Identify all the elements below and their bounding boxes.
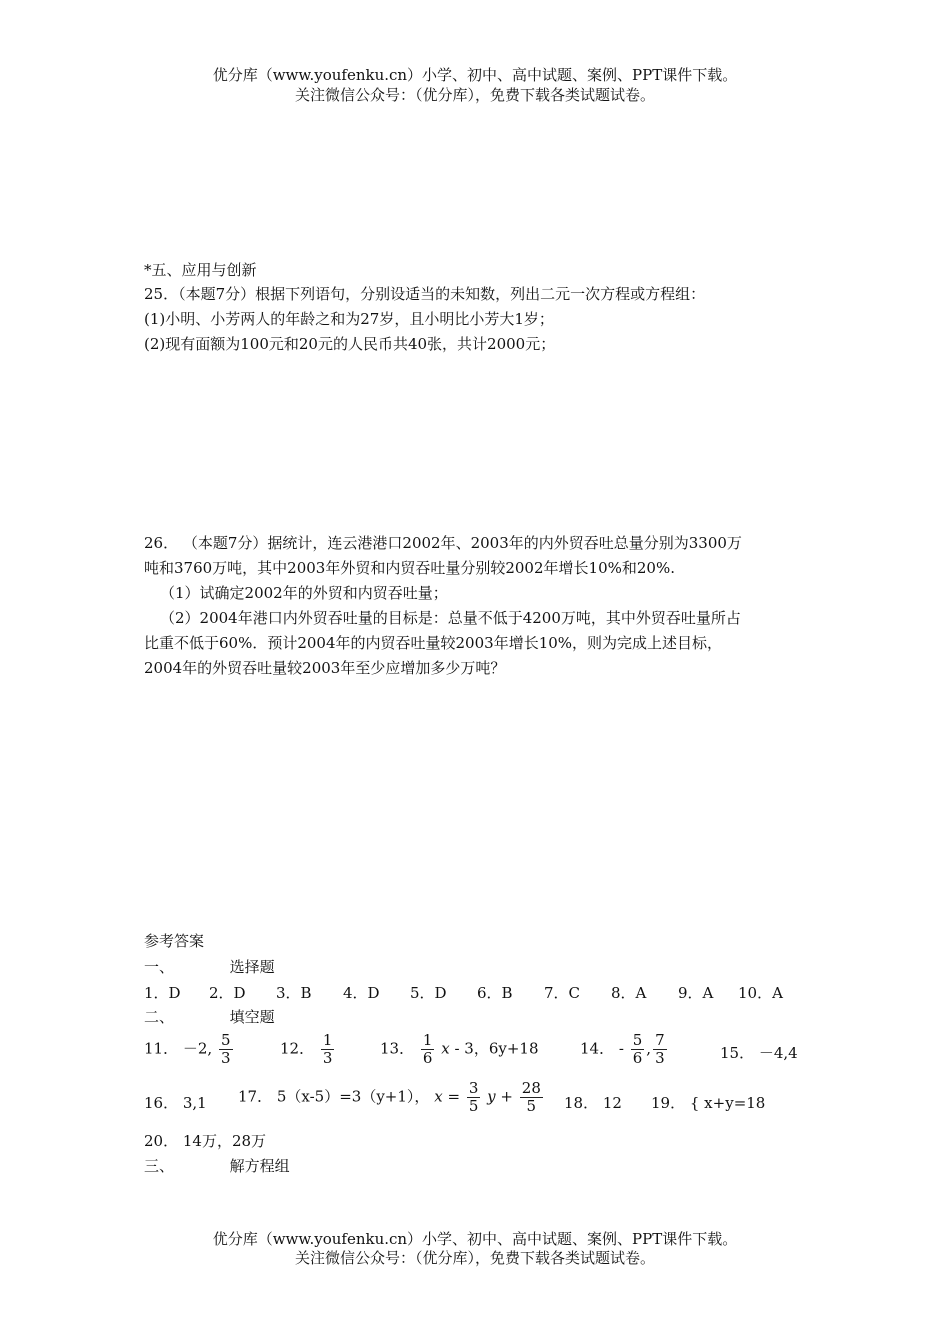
fraction <box>421 1032 435 1067</box>
answer-label: 19． <box>651 1094 686 1112</box>
denominator: 6 <box>632 1049 643 1067</box>
answer-11 <box>144 1032 235 1067</box>
q25-part-2: (2)现有面额为100元和20元的人民币共40张，共计2000元； <box>144 335 556 353</box>
answer-17 <box>238 1080 545 1115</box>
section-1-heading <box>144 956 275 977</box>
fraction <box>219 1032 233 1067</box>
section-2-heading <box>144 1006 275 1027</box>
section-3-heading <box>144 1155 290 1176</box>
header-line-1: 优分库（www.youfenku.cn）小学、初中、高中试题、案例、PPT课件下载。 <box>212 66 738 84</box>
q25-stem: 25．（本题7分）根据下列语句，分别设适当的未知数，列出二元一次方程或方程组： <box>144 285 706 303</box>
answer-label: 14． <box>580 1039 615 1058</box>
q26-line-2: 吨和3760万吨，其中2003年外贸和内贸吞吐量分别较2002年增长10%和20%. <box>144 559 675 577</box>
answer-18 <box>564 1092 622 1113</box>
choice-answer: 9．A <box>678 984 714 1002</box>
variable: x <box>441 1039 450 1058</box>
choice-answer: 7．C <box>544 984 581 1002</box>
numerator: 7 <box>655 1031 665 1049</box>
q26-line-1: 26． （本题7分）据统计，连云港港口2002年、2003年的内外贸吞吐总量分别为3300万 <box>144 534 742 552</box>
choice-answer: 5．D <box>410 984 447 1002</box>
denominator: 6 <box>422 1049 433 1067</box>
answer-20 <box>144 1130 266 1151</box>
denominator: 3 <box>322 1049 333 1067</box>
choice-answer: 10．A <box>738 984 783 1002</box>
choice-answer: 1．D <box>144 984 181 1002</box>
denominator: 3 <box>220 1049 231 1067</box>
numerator: 3 <box>468 1079 479 1097</box>
answer-sign: - <box>618 1039 624 1058</box>
choice-answer: 3．B <box>276 984 312 1002</box>
answer-label: 20． <box>144 1132 179 1150</box>
answer-text: －4,4 <box>758 1044 798 1062</box>
header-line-2: 关注微信公众号：（优分库），免费下载各类试题试卷。 <box>294 86 655 104</box>
q26-line-5: 比重不低于60%．预计2004年的内贸吞吐量较2003年增长10%，则为完成上述目标， <box>144 634 723 652</box>
answer-text: 5（x-5）=3（y+1）， <box>276 1087 430 1106</box>
fraction <box>631 1032 645 1067</box>
q26-part-1: （1）试确定2002年的外贸和内贸吞吐量； <box>160 584 448 602</box>
choice-answer: 4．D <box>343 984 380 1002</box>
answer-text: 12 <box>602 1094 622 1112</box>
choice-answer: 2．D <box>209 984 246 1002</box>
choice-answer: 6．B <box>477 984 513 1002</box>
answer-16 <box>144 1092 207 1113</box>
answer-text: 14万，28万 <box>182 1132 267 1150</box>
answer-text: { x+y=18 <box>689 1094 766 1112</box>
numerator: 5 <box>632 1031 643 1049</box>
answer-19 <box>651 1092 806 1113</box>
section-1-name: 选择题 <box>229 958 275 976</box>
answer-label: 15． <box>720 1044 755 1062</box>
answer-text: －2, <box>182 1039 213 1058</box>
denominator: 5 <box>468 1097 479 1115</box>
section-3-number: 三、 <box>144 1157 175 1175</box>
numerator: 1 <box>422 1031 433 1049</box>
fraction <box>467 1080 481 1115</box>
answer-13 <box>380 1032 539 1067</box>
footer-line-1: 优分库（www.youfenku.cn）小学、初中、高中试题、案例、PPT课件下载。 <box>212 1230 738 1248</box>
equals-sign: = <box>447 1087 461 1106</box>
answer-15 <box>720 1042 798 1063</box>
choice-answer: 8．A <box>611 984 647 1002</box>
denominator: 5 <box>526 1097 537 1115</box>
variable: x <box>434 1087 443 1106</box>
answer-12 <box>280 1032 336 1067</box>
section-2-number: 二、 <box>144 1008 175 1026</box>
answer-14 <box>580 1032 669 1067</box>
fraction <box>321 1032 335 1067</box>
q26-line-6: 2004年的外贸吞吐量较2003年至少应增加多少万吨？ <box>144 659 506 677</box>
q26-part-2: （2）2004年港口内外贸吞吐量的目标是：总量不低于4200万吨，其中外贸吞吐量所占 <box>160 609 741 627</box>
answers-title: 参考答案 <box>144 932 205 950</box>
fraction <box>653 1032 667 1067</box>
answer-label: 13． <box>380 1039 415 1058</box>
footer-line-2: 关注微信公众号：（优分库），免费下载各类试题试卷。 <box>294 1249 655 1267</box>
answer-separator: , <box>646 1039 652 1058</box>
fraction <box>520 1080 543 1115</box>
answer-label: 12． <box>280 1039 315 1058</box>
answer-label: 16． <box>144 1094 179 1112</box>
answer-label: 17． <box>238 1087 273 1106</box>
denominator: 3 <box>655 1049 665 1067</box>
section-1-number: 一、 <box>144 958 175 976</box>
q25-part-1: (1)小明、小芳两人的年龄之和为27岁，且小明比小芳大1岁； <box>144 310 554 328</box>
answer-text: - 3，6y+18 <box>454 1039 539 1058</box>
section-2-name: 填空题 <box>229 1008 275 1026</box>
answer-label: 11． <box>144 1039 179 1058</box>
numerator: 5 <box>220 1031 231 1049</box>
section-5-title: *五、应用与创新 <box>144 261 257 279</box>
section-3-name: 解方程组 <box>229 1157 290 1175</box>
variable: y <box>487 1087 496 1106</box>
numerator: 1 <box>322 1031 333 1049</box>
plus-sign: + <box>500 1087 513 1106</box>
answer-text: 3,1 <box>182 1094 207 1112</box>
numerator: 28 <box>521 1079 541 1097</box>
answer-label: 18． <box>564 1094 599 1112</box>
